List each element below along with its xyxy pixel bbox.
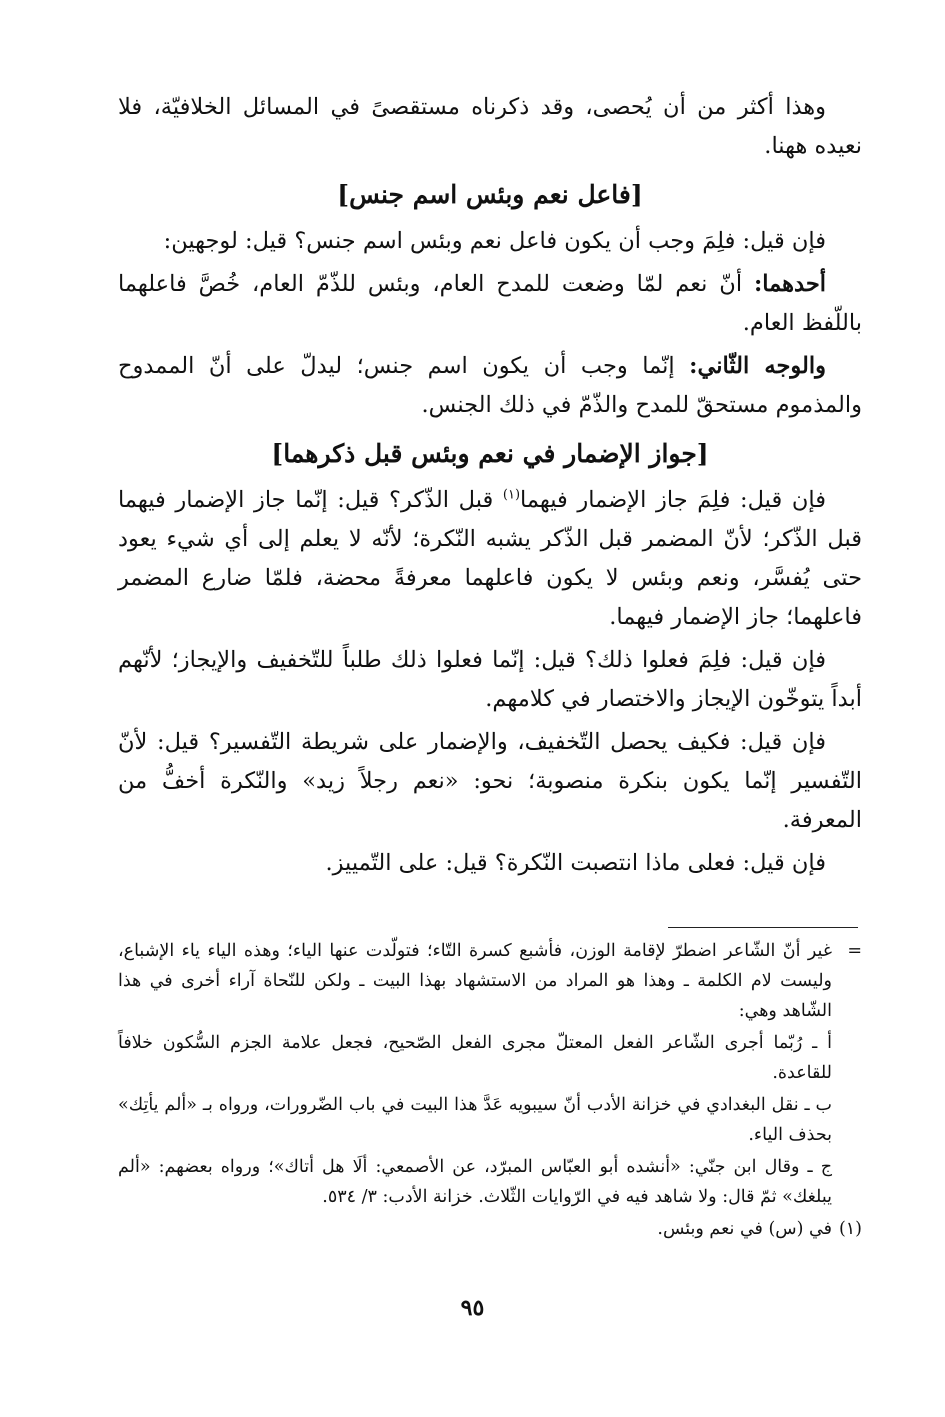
paragraph: فإن قيل: فلِمَ جاز الإضمار فيهما$^{(١)}$ قبل الذّكر؟ قيل: إنّما جاز الإضمار فيهما قبل الذّكر؛ لأنّ المضمر قبل الذّكر يشبه النّكرة؛ لأنّه لا يعلم إلى أي شيء يعود حتى يُفسَّر، ونعم وبئس لا يكون فاعلهما معرفةً محضة، فلمّا ضارع المضمر فاعلهما؛ جاز الإضمار فيهما.	[118, 487, 862, 630]
footnotes	[118, 936, 862, 1246]
paragraph-lead: والوجه الثّاني:	[689, 353, 826, 379]
footnote-item: ج ـ وقال ابن جنّي: «أنشده أبو العبّاس المبرّد، عن الأصمعي: ألَا هل أتاك»؛ ورواه بعضهم: «ألم يبلغك» ثمّ قال: ولا شاهد فيه في الرّوايات الثّلاث. خزانة الأدب: ٣/ ٥٣٤.	[118, 1157, 832, 1207]
footnote-reference: (١)	[502, 487, 521, 503]
continuation-mark: =	[847, 941, 862, 961]
paragraph-lead: أحدهما:	[754, 271, 827, 297]
footnote-item: أ ـ رُبّما أجرى الشّاعر الفعل المعتلّ مجرى الفعل الصّحيح، فجعل علامة الجزم السُّكون خلافاً للقاعدة.	[118, 1033, 832, 1083]
main-text	[118, 88, 862, 887]
footnote-number: (١)	[838, 1219, 862, 1239]
footnote-item: ب ـ نقل البغدادي في خزانة الأدب أنّ سيبويه عَدَّ هذا البيت في باب الضّرورات، ورواه بـ «ألم يأتِك» بحذف الياء.	[118, 1095, 832, 1145]
page-number: ٩٥	[460, 1295, 485, 1321]
section-heading: [فاعل نعم وبئس اسم جنس]	[337, 180, 643, 209]
paragraph: وهذا أكثر من أن يُحصى، وقد ذكرناه مستقصىً في المسائل الخلافيّة، فلا نعيده ههنا.	[118, 94, 862, 159]
footnote-divider	[668, 927, 858, 928]
paragraph: أحدهما: أنّ نعم لمّا وضعت للمدح العام، وبئس للذّمّ العام، خُصَّ فاعلهما باللّفظ العام.	[118, 271, 862, 336]
paragraph: فإن قيل: فلِمَ وجب أن يكون فاعل نعم وبئس اسم جنس؟ قيل: لوجهين:	[163, 228, 826, 254]
footnote-continuation: = غير أنّ الشّاعر اضطرّ لإقامة الوزن، فأشبع كسرة التّاء؛ فتولّدت عنها الياء؛ وهذه الياء ياء الإشباع، وليست لام الكلمة ـ وهذا هو المراد من الاستشهاد بهذا البيت ـ ولكن للنّحاة آراء أخرى في هذا الشّاهد وهي:	[118, 936, 862, 1026]
section-heading: [جواز الإضمار في نعم وبئس قبل ذكرهما]	[271, 439, 709, 468]
footnote-1: (١) في (س) في نعم وبئس.	[118, 1214, 862, 1244]
paragraph: والوجه الثّاني: إنّما وجب أن يكون اسم جنس؛ ليدلّ على أنّ الممدوح والمذموم مستحقّ للمدح والذّمّ في ذلك الجنس.	[118, 353, 862, 418]
paragraph: فإن قيل: فكيف يحصل التّخفيف، والإضمار على شريطة التّفسير؟ قيل: لأنّ التّفسير إنّما يكون بنكرة منصوبة؛ نحو: «نعم رجلاً زيد» والنّكرة أخفُّ من المعرفة.	[118, 729, 862, 833]
paragraph: فإن قيل: فعلى ماذا انتصبت النّكرة؟ قيل: على التّمييز.	[325, 850, 826, 876]
paragraph: فإن قيل: فلِمَ فعلوا ذلك؟ قيل: إنّما فعلوا ذلك طلباً للتّخفيف والإيجاز؛ لأنّهم أبداً يتوخّون الإيجاز والاختصار في كلامهم.	[118, 647, 862, 712]
